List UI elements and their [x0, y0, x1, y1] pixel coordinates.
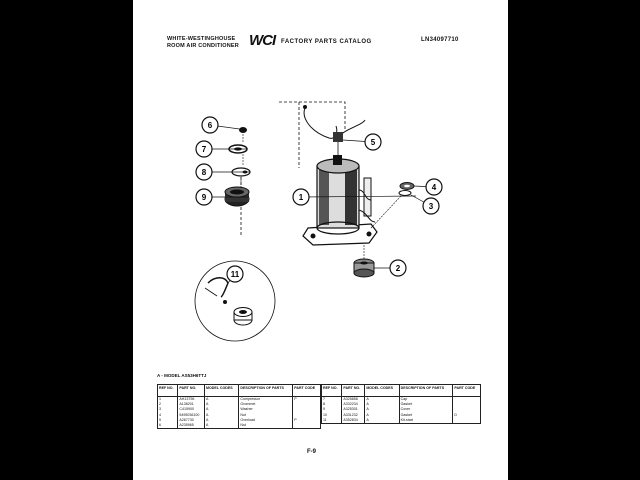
table-cell: Washer: [239, 407, 293, 412]
table-cell: 11: [322, 418, 342, 424]
washer-part-3: [399, 191, 411, 196]
table-cell: 1: [158, 397, 178, 403]
table-cell: Nut: [239, 423, 293, 429]
table-cell: Gasket: [399, 413, 453, 418]
table-cell: A: [365, 418, 399, 424]
callout-number-5: 5: [370, 138, 376, 147]
table-cell: A138201: [178, 402, 205, 407]
overload-part-5: [303, 105, 365, 155]
table-cell: 5495036100: [178, 413, 205, 418]
parts-table-right: [321, 384, 481, 424]
table-cell: 5: [158, 418, 178, 423]
table-cell: A: [205, 402, 239, 407]
table-cell: 6: [158, 423, 178, 429]
callout-number-7: 7: [201, 145, 207, 154]
table-cell: Gasket: [399, 402, 453, 407]
callout-number-6: 6: [207, 121, 213, 130]
exploded-parts-diagram: [133, 0, 508, 370]
col-model: MODEL CODES: [205, 385, 239, 397]
table-cell: A: [365, 402, 399, 407]
table-header-row: [322, 385, 481, 397]
cover-part-9: [225, 187, 249, 206]
table-cell: Overload: [239, 418, 293, 423]
table-cell: A: [365, 407, 399, 412]
table-cell: A332234: [342, 402, 365, 407]
page-number: F-9: [307, 449, 316, 455]
table-row: [322, 418, 481, 424]
table-cell: A: [365, 413, 399, 418]
col-part: PART NO.: [178, 385, 205, 397]
table-row: [158, 423, 321, 429]
table-cell: [293, 423, 321, 429]
table-cell: 8: [322, 402, 342, 407]
catalog-page: [133, 0, 508, 480]
brand-line-2: ROOM AIR CONDITIONER: [167, 43, 239, 49]
table-cell: Compressor: [239, 397, 293, 403]
catalog-title: FACTORY PARTS CATALOG: [281, 39, 372, 45]
table-cell: A267730: [178, 418, 205, 423]
nut-part-4: [400, 183, 414, 190]
compressor-part-1: [303, 155, 377, 245]
table-cell: A: [205, 397, 239, 403]
col-ref: REF NO.: [322, 385, 342, 397]
table-cell: [453, 418, 481, 424]
callout-number-4: 4: [431, 183, 437, 192]
callout-number-8: 8: [201, 168, 207, 177]
table-cell: Cover: [399, 407, 453, 412]
grommet-part-2: [354, 259, 374, 277]
col-part: PART NO.: [342, 385, 365, 397]
col-code: PART CODE: [293, 385, 321, 397]
callout-number-9: 9: [201, 193, 207, 202]
table-cell: Kit-start: [399, 418, 453, 424]
col-model: MODEL CODES: [365, 385, 399, 397]
table-cell: A331232: [342, 413, 365, 418]
callout-number-3: 3: [428, 202, 434, 211]
table-cell: 4: [158, 413, 178, 418]
table-cell: 9: [322, 407, 342, 412]
table-cell: A352834: [342, 418, 365, 424]
col-desc: DESCRIPTION OF PARTS: [239, 385, 293, 397]
table-cell: 2: [158, 402, 178, 407]
table-cell: A: [205, 423, 239, 429]
table-cell: A235965: [178, 423, 205, 429]
table-cell: A: [205, 413, 239, 418]
table-cell: 10: [322, 413, 342, 418]
table-cell: AH13796: [178, 397, 205, 403]
table-cell: A325858: [342, 397, 365, 403]
table-cell: A: [205, 418, 239, 423]
wci-logo: WCI: [249, 32, 276, 49]
parts-table-left: [157, 384, 321, 429]
table-cell: D: [453, 413, 481, 418]
table-cell: Cap: [399, 397, 453, 403]
brand-line-1: WHITE-WESTINGHOUSE: [167, 36, 236, 42]
catalog-number: LN34097710: [421, 37, 459, 43]
table-cell: Nut: [239, 413, 293, 418]
table-cell: P: [293, 418, 321, 423]
callout-number-2: 2: [395, 264, 401, 273]
callout-number-1: 1: [298, 193, 304, 202]
table-cell: A325301: [342, 407, 365, 412]
table-cell: A: [205, 407, 239, 412]
col-code: PART CODE: [453, 385, 481, 397]
model-line: A - MODEL AS53H6TTJ: [157, 373, 207, 378]
table-cell: 3: [158, 407, 178, 412]
callout-number-11: 11: [230, 270, 240, 279]
table-header-row: [158, 385, 321, 397]
table-cell: P: [293, 397, 321, 403]
table-cell: Grommet: [239, 402, 293, 407]
table-cell: C415900: [178, 407, 205, 412]
table-cell: A: [365, 397, 399, 403]
col-ref: REF NO.: [158, 385, 178, 397]
table-cell: 7: [322, 397, 342, 403]
col-desc: DESCRIPTION OF PARTS: [399, 385, 453, 397]
